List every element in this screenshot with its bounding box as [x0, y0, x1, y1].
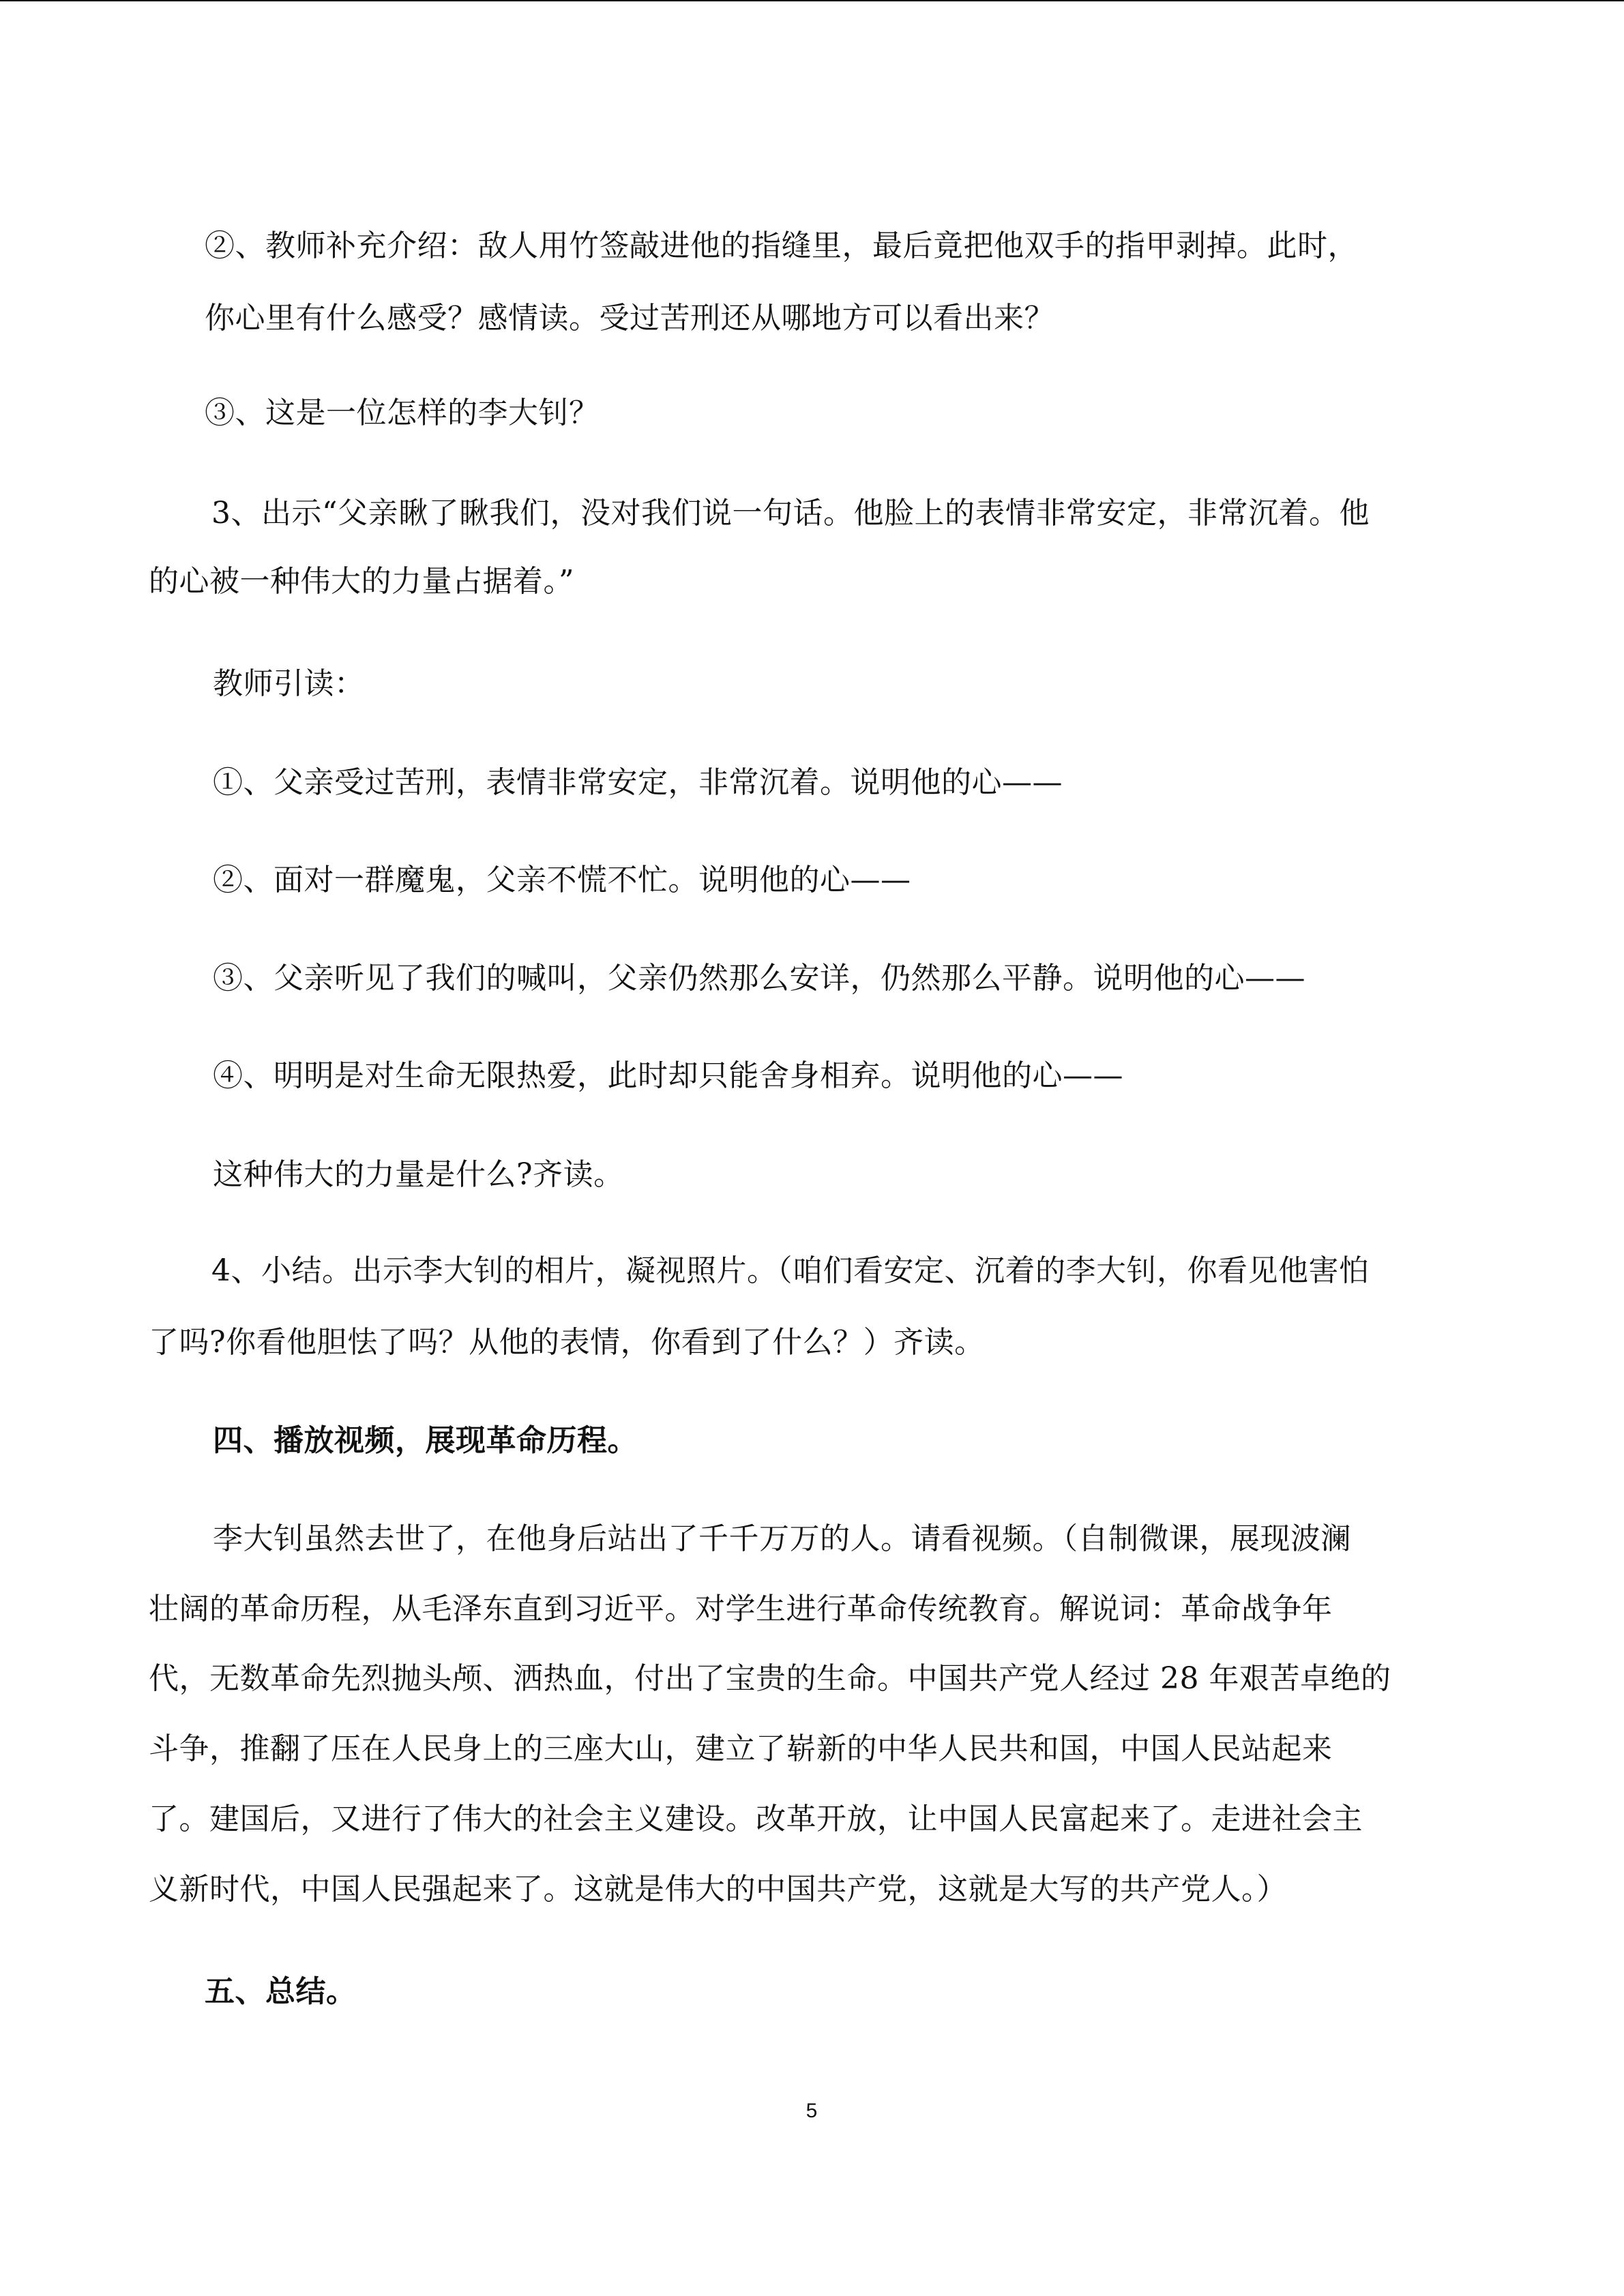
text-line: 代，无数革命先烈抛头颅、洒热血，付出了宝贵的生命。中国共产党人经过 28 年艰苦卓绝的 — [149, 1661, 1391, 1696]
section-heading: 五、总结。 — [205, 1974, 357, 2009]
text-line: 这种伟大的力量是什么?齐读。 — [213, 1157, 624, 1192]
text-line: 了吗?你看他胆怯了吗？从他的表情，你看到了什么？）齐读。 — [149, 1325, 985, 1360]
text-line: 教师引读： — [213, 666, 365, 701]
text-line: ②、面对一群魔鬼，父亲不慌不忙。说明他的心—— — [213, 863, 911, 897]
text-line: ③、这是一位怎样的李大钊？ — [205, 396, 600, 430]
text-line: 的心被一种伟大的力量占据着。” — [149, 564, 574, 599]
text-line: 李大钊虽然去世了，在他身后站出了千千万万的人。请看视频。（自制微课，展现波澜 — [213, 1521, 1351, 1556]
text-line: 4、小结。出示李大钊的相片，凝视照片。（咱们看安定、沉着的李大钊，你看见他害怕 — [211, 1253, 1370, 1288]
text-line: ③、父亲听见了我们的喊叫，父亲仍然那么安详，仍然那么平静。说明他的心—— — [213, 961, 1305, 996]
text-line: 义新时代，中国人民强起来了。这就是伟大的中国共产党，这就是大写的共产党人。） — [149, 1872, 1287, 1907]
text-line: ①、父亲受过苦刑，表情非常安定，非常沉着。说明他的心—— — [213, 765, 1063, 800]
text-line: 你心里有什么感受？感情读。受过苦刑还从哪地方可以看出来？ — [205, 301, 1054, 336]
text-line: 斗争，推翻了压在人民身上的三座大山，建立了崭新的中华人民共和国，中国人民站起来 — [149, 1731, 1333, 1766]
text-line: 了。建国后，又进行了伟大的社会主义建设。改革开放，让中国人民富起来了。走进社会主 — [149, 1802, 1363, 1836]
top-border — [0, 0, 1624, 1]
text-line: 壮阔的革命历程，从毛泽东直到习近平。对学生进行革命传统教育。解说词：革命战争年 — [149, 1592, 1333, 1626]
section-heading: 四、播放视频，展现革命历程。 — [213, 1423, 638, 1458]
text-line: 3、出示“父亲瞅了瞅我们，没对我们说一句话。他脸上的表情非常安定，非常沉着。他 — [211, 496, 1370, 531]
text-line: ②、教师补充介绍：敌人用竹签敲进他的指缝里，最后竟把他双手的指甲剥掉。此时， — [205, 228, 1358, 263]
text-line: ④、明明是对生命无限热爱，此时却只能舍身相弃。说明他的心—— — [213, 1058, 1123, 1093]
page-number: 5 — [806, 2100, 818, 2122]
